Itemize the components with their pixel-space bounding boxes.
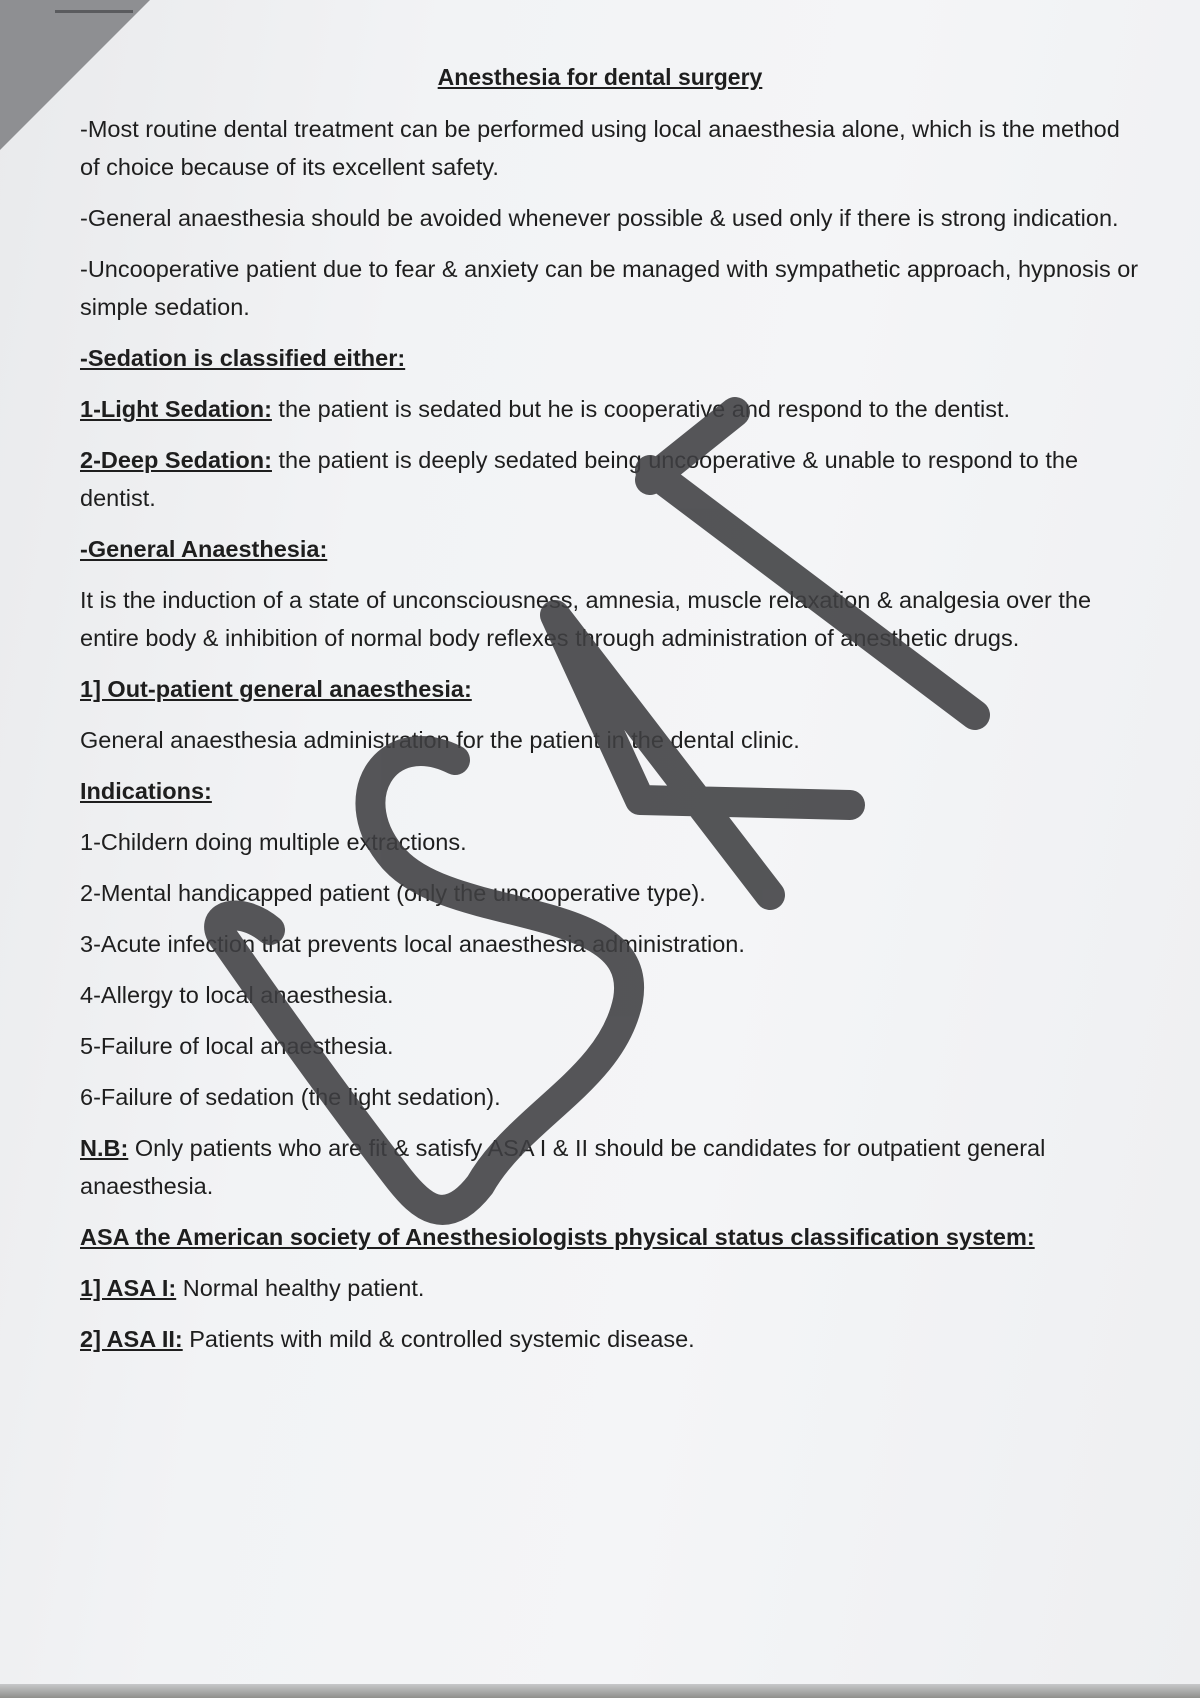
outpatient-heading [80,670,1140,708]
indication-item: 3-Acute infection that prevents local anaesthesia administration. [80,931,745,957]
indication-item: 2-Mental handicapped patient (only the uncooperative type). [80,880,706,906]
deep-sedation-item [80,441,1140,517]
document-body [80,58,1140,1371]
indication-item: 6-Failure of sedation (the light sedation). [80,1084,501,1110]
indication-item: 5-Failure of local anaesthesia. [80,1033,394,1059]
light-sedation-item [80,390,1140,428]
intro-paragraph-1: -Most routine dental treatment can be performed using local anaesthesia alone, which is the method of choice because of its excellent safety. [80,116,1120,180]
page-bottom-edge [0,1684,1200,1698]
asa-item [80,1320,1140,1358]
general-anaesthesia-heading [80,530,1140,568]
asa-item-label: 1] ASA I: [80,1275,177,1301]
general-anaesthesia-heading-text: -General Anaesthesia: [80,536,328,562]
nb-note [80,1129,1140,1205]
indication-item: 1-Childern doing multiple extractions. [80,829,467,855]
outpatient-text: General anaesthesia administration for the patient in the dental clinic. [80,727,800,753]
indication-item: 4-Allergy to local anaesthesia. [80,982,394,1008]
indications-heading-text: Indications: [80,778,212,804]
intro-paragraph-2: -General anaesthesia should be avoided whenever possible & used only if there is strong indication. [80,205,1119,231]
nb-note-label: N.B: [80,1135,129,1161]
asa-item [80,1269,1140,1307]
intro-paragraph-3: -Uncooperative patient due to fear & anxiety can be managed with sympathetic approach, hypnosis or simple sedation. [80,256,1139,320]
asa-item-text: Patients with mild & controlled systemic disease. [182,1326,695,1352]
asa-item-label: 2] ASA II: [80,1326,183,1352]
nb-note-text: Only patients who are fit & satisfy ASA I & II should be candidates for outpatient general anaesthesia. [80,1135,1046,1199]
light-sedation-text: the patient is sedated but he is cooperative and respond to the dentist. [271,396,1011,422]
deep-sedation-text: the patient is deeply sedated being uncooperative & unable to respond to the dentist. [80,447,1079,511]
asa-heading [80,1218,1140,1256]
sedation-heading [80,339,1140,377]
general-anaesthesia-definition: It is the induction of a state of unconsciousness, amnesia, muscle relaxation & analgesia over the entire body & inhibition of normal body reflexes through administration of anesthetic drugs. [80,587,1092,651]
outpatient-heading-text: 1] Out-patient general anaesthesia: [80,676,472,702]
sedation-heading-text: -Sedation is classified either: [80,345,406,371]
indications-heading [80,772,1140,810]
asa-heading-text: ASA the American society of Anesthesiologists physical status classification system: [80,1224,1035,1250]
corner-mark [55,10,133,13]
asa-item-text: Normal healthy patient. [176,1275,425,1301]
light-sedation-label: 1-Light Sedation: [80,396,272,422]
deep-sedation-label: 2-Deep Sedation: [80,447,272,473]
document-title: Anesthesia for dental surgery [437,64,763,90]
